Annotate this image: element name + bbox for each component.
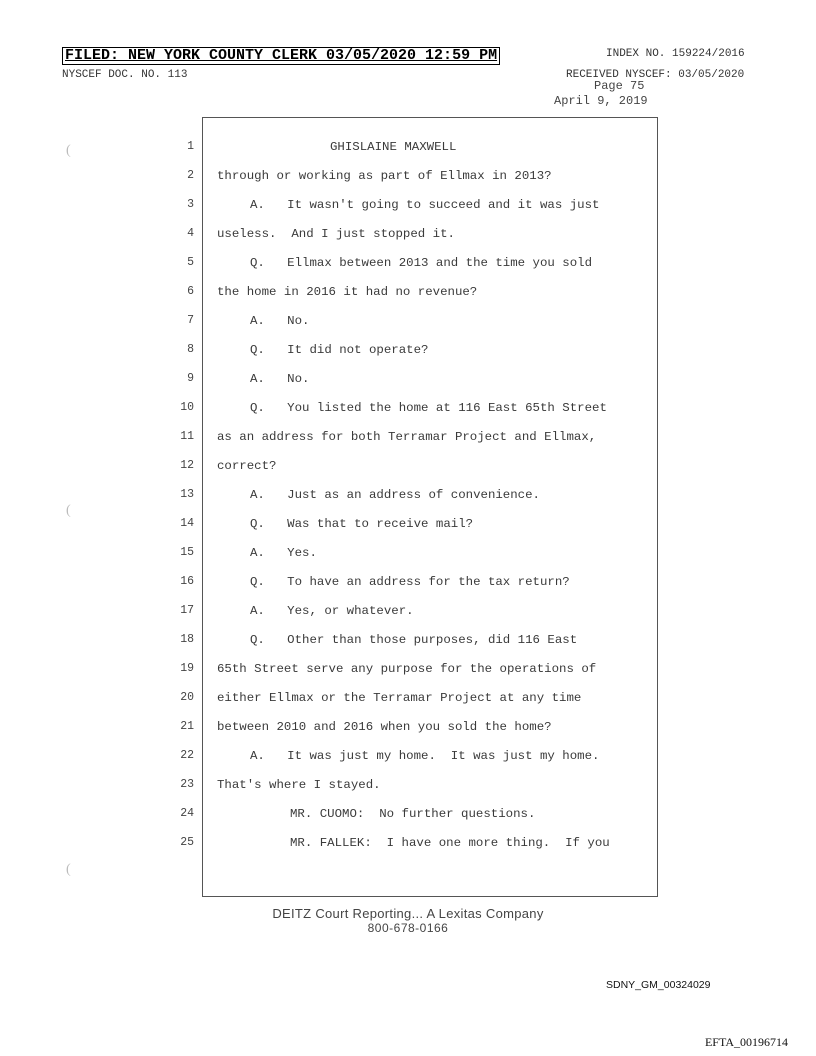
line-number: 18	[180, 633, 194, 646]
transcript-line: Q. Was that to receive mail?	[250, 517, 474, 531]
filed-stamp	[62, 47, 500, 65]
line-number: 16	[180, 575, 194, 588]
transcript-line: MR. FALLEK: I have one more thing. If you	[290, 836, 610, 850]
line-number: 1	[187, 140, 194, 153]
transcript-line: 65th Street serve any purpose for the operations of	[217, 662, 597, 676]
transcript-line: between 2010 and 2016 when you sold the home?	[217, 720, 552, 734]
received-date: RECEIVED NYSCEF: 03/05/2020	[566, 69, 745, 81]
transcript-line: the home in 2016 it had no revenue?	[217, 285, 478, 299]
line-number: 9	[187, 372, 194, 385]
transcript-line: A. Yes, or whatever.	[250, 604, 414, 618]
transcript-line: A. Yes.	[250, 546, 317, 560]
margin-mark: (	[66, 503, 71, 518]
transcript-line: MR. CUOMO: No further questions.	[290, 807, 536, 821]
transcript-line: either Ellmax or the Terramar Project at any time	[217, 691, 582, 705]
line-number: 2	[187, 169, 194, 182]
line-number: 7	[187, 314, 194, 327]
transcript-line: Q. To have an address for the tax return?	[250, 575, 570, 589]
transcript-line: A. It was just my home. It was just my home.	[250, 749, 600, 763]
line-number: 22	[180, 749, 194, 762]
transcript-line: Q. You listed the home at 116 East 65th Street	[250, 401, 607, 415]
transcript-line: as an address for both Terramar Project and Ellmax,	[217, 430, 597, 444]
transcript-line: Q. Ellmax between 2013 and the time you sold	[250, 256, 593, 270]
nyscef-doc-number: NYSCEF DOC. NO. 113	[62, 69, 188, 81]
line-number: 19	[180, 662, 194, 675]
line-number: 14	[180, 517, 194, 530]
bates-number: SDNY_GM_00324029	[606, 979, 711, 991]
transcript-line: useless. And I just stopped it.	[217, 227, 455, 241]
index-number: INDEX NO. 159224/2016	[606, 48, 745, 60]
transcript-line: That's where I stayed.	[217, 778, 381, 792]
margin-mark: (	[66, 143, 71, 158]
line-number: 4	[187, 227, 194, 240]
line-number: 5	[187, 256, 194, 269]
court-reporter-phone: 800-678-0166	[367, 921, 449, 935]
filed-text: FILED: NEW YORK COUNTY CLERK 03/05/2020 12:59 PM	[65, 47, 498, 64]
page-number: Page 75	[594, 79, 645, 93]
line-number: 21	[180, 720, 194, 733]
line-number: 25	[180, 836, 194, 849]
line-number: 20	[180, 691, 194, 704]
transcript-date: April 9, 2019	[554, 94, 648, 108]
transcript-line: GHISLAINE MAXWELL	[330, 140, 457, 154]
margin-mark: (	[66, 862, 71, 877]
transcript-line: Q. Other than those purposes, did 116 East	[250, 633, 578, 647]
transcript-line: A. It wasn't going to succeed and it was just	[250, 198, 600, 212]
efta-number: EFTA_00196714	[704, 1035, 788, 1049]
line-number: 8	[187, 343, 194, 356]
line-number: 11	[180, 430, 194, 443]
line-number: 10	[180, 401, 194, 414]
transcript-line: through or working as part of Ellmax in 2013?	[217, 169, 552, 183]
line-number: 15	[180, 546, 194, 559]
transcript-line: A. No.	[250, 372, 310, 386]
transcript-line: Q. It did not operate?	[250, 343, 429, 357]
line-number: 17	[180, 604, 194, 617]
transcript-line: correct?	[217, 459, 277, 473]
transcript-line: A. No.	[250, 314, 310, 328]
line-number: 13	[180, 488, 194, 501]
line-number: 3	[187, 198, 194, 211]
line-number: 6	[187, 285, 194, 298]
line-number: 24	[180, 807, 194, 820]
court-reporter-name: DEITZ Court Reporting... A Lexitas Company	[272, 906, 544, 921]
line-number: 12	[180, 459, 194, 472]
line-number: 23	[180, 778, 194, 791]
transcript-line: A. Just as an address of convenience.	[250, 488, 540, 502]
